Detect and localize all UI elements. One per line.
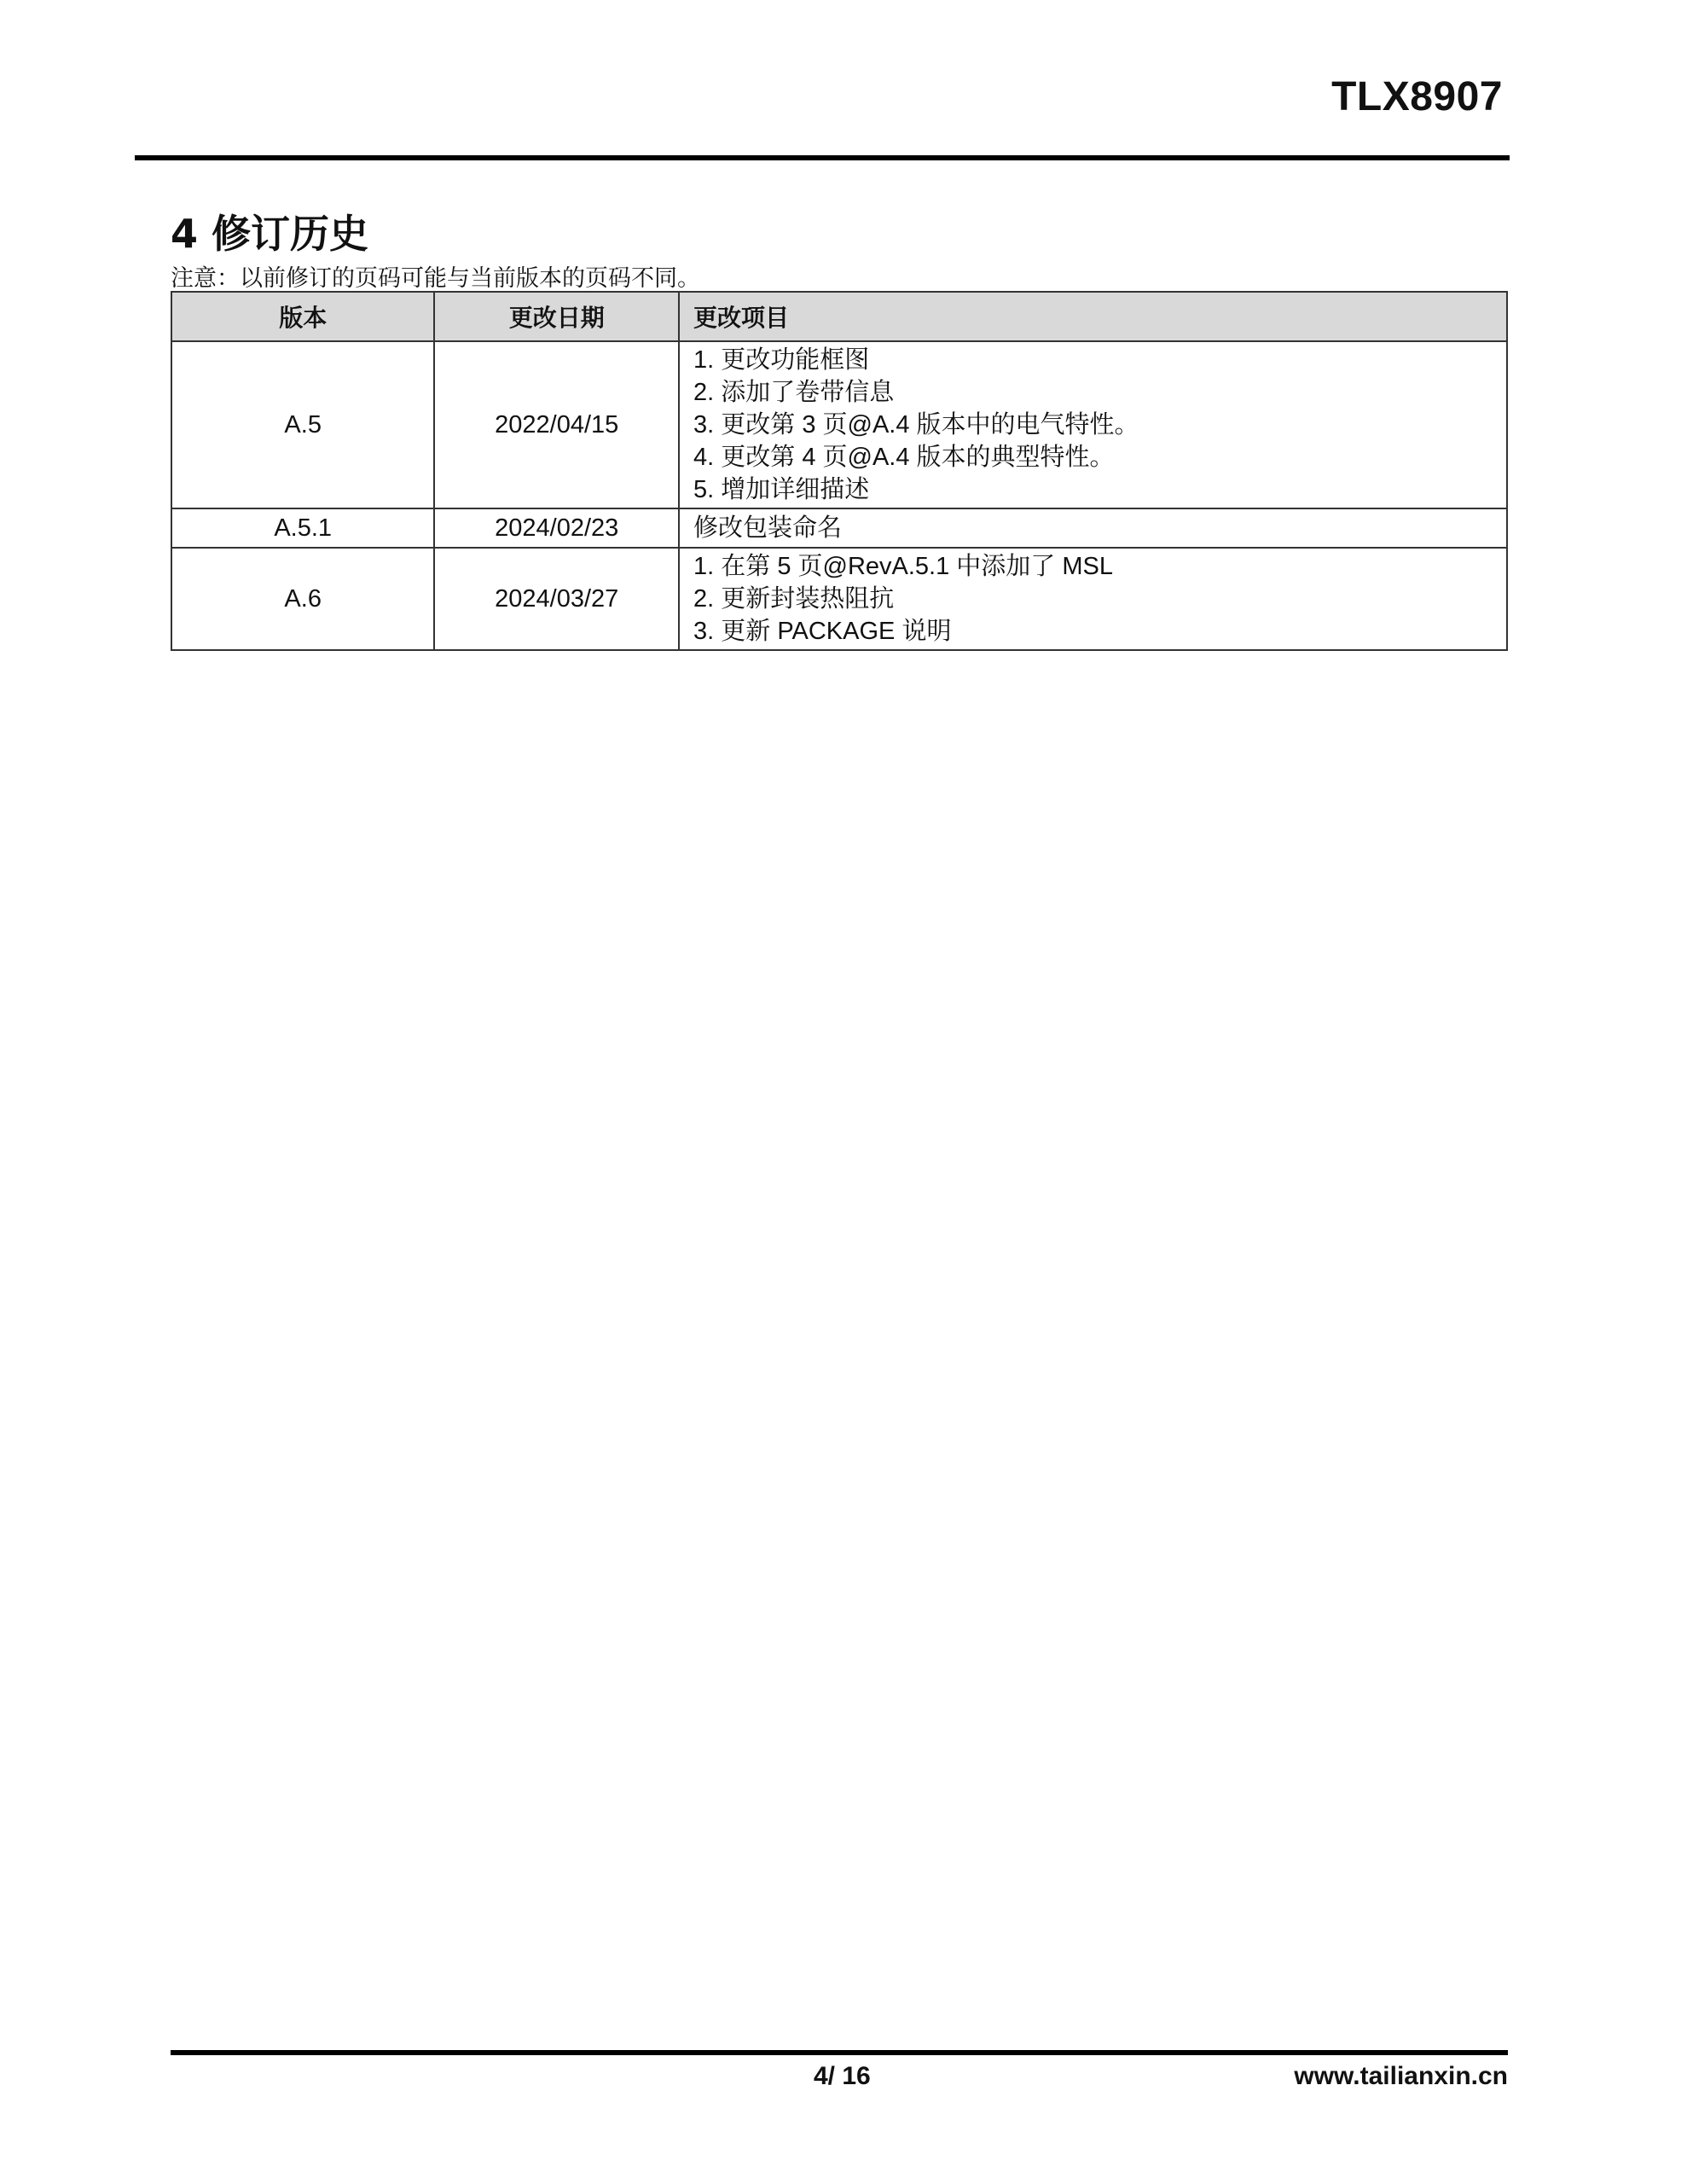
- version-cell: A.5.1: [171, 508, 434, 548]
- table-row: [171, 508, 1507, 548]
- change-item: 1. 更改功能框图: [693, 346, 870, 374]
- change-item: 3. 更新 PACKAGE 说明: [693, 618, 952, 645]
- change-item: 4. 更改第 4 页@A.4 版本的典型特性。: [693, 444, 1115, 471]
- table-row: [171, 548, 1507, 650]
- change-item: 2. 更新封装热阻抗: [693, 585, 895, 613]
- column-header-date: 更改日期: [434, 292, 679, 341]
- section-title: 4 修订历史: [171, 211, 369, 257]
- column-header-version: 版本: [171, 292, 434, 341]
- date-cell: 2022/04/15: [434, 341, 679, 508]
- date-cell: 2024/03/27: [434, 548, 679, 650]
- document-part-number: TLX8907: [1331, 74, 1503, 119]
- column-header-changes: 更改项目: [679, 292, 1507, 341]
- date-cell: 2024/02/23: [434, 508, 679, 548]
- change-item: 5. 增加详细描述: [693, 476, 870, 503]
- changes-cell: [679, 508, 1507, 548]
- change-item: 3. 更改第 3 页@A.4 版本中的电气特性。: [693, 411, 1139, 439]
- revision-history-table: [171, 291, 1508, 651]
- header-divider: [135, 155, 1510, 160]
- footer-divider: [171, 2050, 1508, 2055]
- change-item: 2. 添加了卷带信息: [693, 379, 895, 406]
- changes-cell: [679, 548, 1507, 650]
- table-row: [171, 341, 1507, 508]
- page-number: 4/ 16: [814, 2062, 871, 2090]
- table-header-row: [171, 292, 1507, 341]
- version-cell: A.5: [171, 341, 434, 508]
- version-cell: A.6: [171, 548, 434, 650]
- change-item: 1. 在第 5 页@RevA.5.1 中添加了 MSL: [693, 553, 1113, 580]
- website-link[interactable]: www.tailianxin.cn: [1294, 2062, 1508, 2090]
- change-item: 修改包装命名: [693, 514, 843, 542]
- revision-note: 注意：以前修订的页码可能与当前版本的页码不同。: [171, 265, 700, 292]
- changes-cell: [679, 341, 1507, 508]
